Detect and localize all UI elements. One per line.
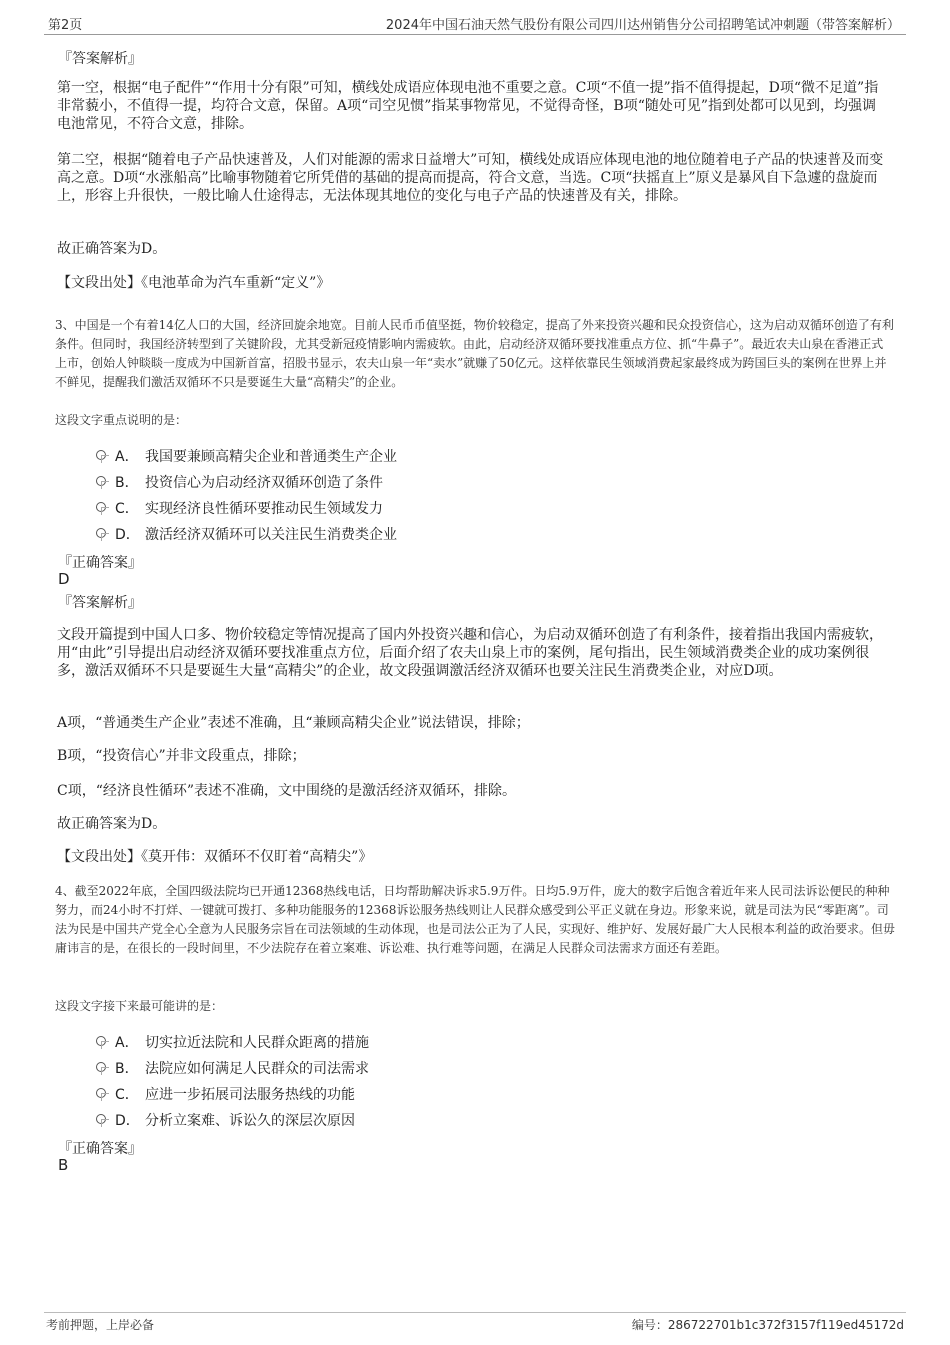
page-header (44, 14, 906, 35)
page-number: 第2页 (48, 18, 83, 33)
radio-button-icon[interactable] (96, 1062, 106, 1072)
q3-analysis-option-c: C项，“经济良性循环”表述不准确，文中围绕的是激活经济双循环，排除。 (57, 783, 517, 799)
q3-conclusion: 故正确答案为D。 (57, 816, 167, 832)
document-title: 2024年中国石油天然气股份有限公司四川达州销售分公司招聘笔试冲刺题（带答案解析） (385, 18, 900, 33)
footer-slogan: 考前押题，上岸必备 (46, 1318, 155, 1332)
radio-button-icon[interactable] (96, 1036, 106, 1046)
option-text: 分析立案难、诉讼久的深层次原因 (145, 1113, 355, 1129)
option-letter: D． (115, 527, 140, 543)
q2-analysis-label: 『答案解析』 (58, 51, 142, 67)
option-letter: C． (115, 1087, 139, 1103)
q3-prompt: 这段文字重点说明的是： (55, 413, 188, 427)
q3-answer-label: 『正确答案』 (58, 555, 142, 571)
option-text: 实现经济良性循环要推动民生领域发力 (145, 501, 383, 517)
q3-answer-value: D (58, 570, 70, 588)
q3-analysis-option-a: A项，“普通类生产企业”表述不准确，且“兼顾高精尖企业”说法错误，排除； (57, 715, 530, 731)
q3-source: 【文段出处】《莫开伟：双循环不仅盯着“高精尖”》 (57, 849, 373, 865)
q4-question-text: 4、截至2022年底，全国四级法院均已开通12368热线电话，日均帮助解决诉求5.9万件。日均5.9万件，庞大的数字后饱含着近年来人民司法诉讼便民的种种努力，而24小时不打烊、一键就可拨打、多种功能服务的12368诉讼服务热线则让人民群众感受到公平正义就在身边。形象来说，就是司法为民“零距离”。司法为民是中国共产党全心全意为人民服务宗旨在司法领域的生动体现，也是司法公正为了人民，实现好、维护好、发展好最广大人民根本利益的政治要求。但毋庸讳言的是，在很长的一段时间里，不少法院存在着立案难、诉讼难、执行难等问题，在满足人民群众司法需求方面还有差距。 (55, 884, 896, 955)
option-text: 激活经济双循环可以关注民生消费类企业 (145, 527, 397, 543)
q3-question-text: 3、中国是一个有着14亿人口的大国，经济回旋余地宽。目前人民币币值坚挺，物价较稳定，提高了外来投资兴趣和民众投资信心，这为启动双循环创造了有利条件。但同时，我国经济转型到了关键阶段，尤其受新冠疫情影响内需疲软。由此，启动经济双循环要找准重点方位、抓“牛鼻子”。最近农夫山泉在香港正式上市，创始人钟睒睒一度成为中国新首富，招股书显示，农夫山泉一年“卖水”就赚了50亿元。这样依靠民生领域消费起家最终成为跨国巨头的案例在世界上并不鲜见，提醒我们激活双循环不只是要诞生大量“高精尖”的企业。 (55, 318, 894, 389)
q3-analysis-label: 『答案解析』 (58, 595, 142, 611)
radio-button-icon[interactable] (96, 528, 106, 538)
radio-button-icon[interactable] (96, 476, 106, 486)
radio-button-icon[interactable] (96, 1114, 106, 1124)
q3-analysis-option-b: B项，“投资信心”并非文段重点，排除； (57, 748, 306, 764)
option-text: 投资信心为启动经济双循环创造了条件 (145, 475, 383, 491)
q2-source: 【文段出处】《电池革命为汽车重新“定义”》 (57, 275, 331, 291)
q3-analysis-para-1: 文段开篇提到中国人口多、物价较稳定等情况提高了国内外投资兴趣和信心，为启动双循环创造了有利条件，接着指出我国内需疲软，用“由此”引导提出启动经济双循环要找准重点方位，后面介绍了农夫山泉上市的案例，尾句指出，民生领域消费类企业的成功案例很多，激活双循环不只是要诞生大量“高精尖”的企业，故文段强调激活经济双循环也要关注民生消费类企业，对应D项。 (57, 627, 883, 679)
option-text: 应进一步拓展司法服务热线的功能 (145, 1087, 355, 1103)
option-text: 法院应如何满足人民群众的司法需求 (145, 1061, 369, 1077)
q4-answer-label: 『正确答案』 (58, 1141, 142, 1157)
option-letter: C． (115, 501, 139, 517)
radio-button-icon[interactable] (96, 450, 106, 460)
page-footer (44, 1312, 906, 1335)
option-text: 切实拉近法院和人民群众距离的措施 (145, 1035, 369, 1051)
radio-button-icon[interactable] (96, 502, 106, 512)
q2-analysis-para-2: 第二空，根据“随着电子产品快速普及，人们对能源的需求日益增大”可知，横线处成语应体现电池的地位随着电子产品的快速普及而变高之意。D项“水涨船高”比喻事物随着它所凭借的基础的提高而提高，符合文意，当选。C项“扶摇直上”原义是暴风自下急遽的盘旋而上，形容上升很快，一般比喻人仕途得志，无法体现其地位的变化与电子产品的快速普及有关，排除。 (57, 152, 884, 204)
option-letter: B． (115, 475, 139, 491)
q4-prompt: 这段文字接下来最可能讲的是： (55, 999, 224, 1013)
option-letter: A． (115, 449, 139, 465)
option-letter: D． (115, 1113, 140, 1129)
option-letter: A． (115, 1035, 139, 1051)
document-code: 编号：286722701b1c372f3157f119ed45172d (631, 1318, 904, 1332)
q2-conclusion: 故正确答案为D。 (57, 241, 167, 257)
radio-button-icon[interactable] (96, 1088, 106, 1098)
q4-answer-value: B (58, 1156, 69, 1174)
option-text: 我国要兼顾高精尖企业和普通类生产企业 (145, 449, 397, 465)
option-letter: B． (115, 1061, 139, 1077)
q2-analysis-para-1: 第一空，根据“电子配件”“作用十分有限”可知，横线处成语应体现电池不重要之意。C项“不值一提”指不值得提起，D项“微不足道”指非常藐小，不值得一提，均符合文意，保留。A项“司空见惯”指某事物常见，不觉得奇怪，B项“随处可见”指到处都可以见到，均强调电池常见，不符合文意，排除。 (57, 80, 879, 132)
